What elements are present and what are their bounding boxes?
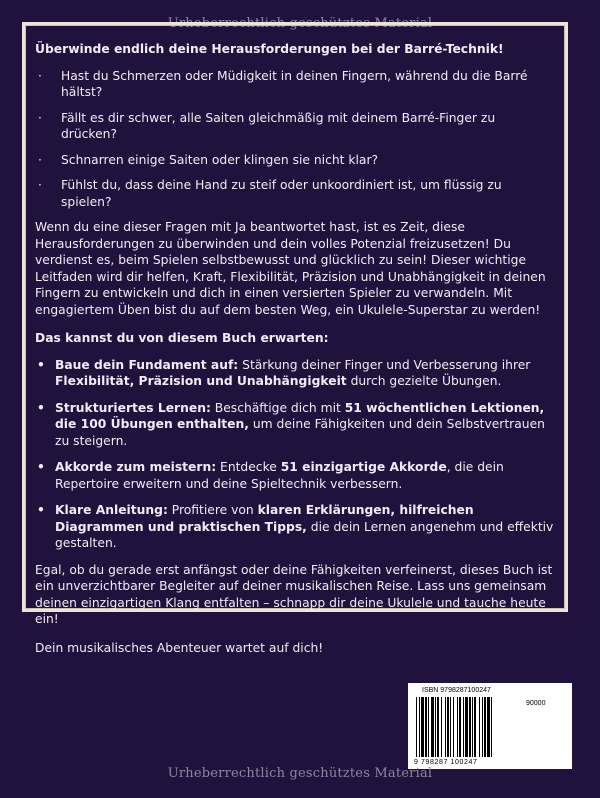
benefit-text: Entdecke [216, 460, 281, 474]
barcode-bar [437, 697, 439, 757]
list-item: · Schnarren einige Saiten oder klingen sie nicht klar? [35, 152, 555, 169]
barcode-bar [441, 697, 442, 757]
barcode-bar [419, 697, 420, 757]
barcode-bar [459, 697, 461, 757]
benefit-text: durch gezielte Übungen. [346, 374, 502, 388]
benefit-emphasis: Flexibilität, Präzision und Unabhängigkeit [55, 374, 347, 388]
list-item: · Hast du Schmerzen oder Müdigkeit in deinen Fingern, während du die Barré hältst? [35, 68, 555, 101]
barcode-bars [416, 697, 522, 757]
barcode-bar [472, 697, 473, 757]
price-code: 90000 [526, 700, 546, 707]
benefit-text: Beschäftige dich mit [210, 400, 345, 415]
closing-paragraph: Egal, ob du gerade erst anfängst oder deine Fähigkeiten verfeinerst, dieses Buch ist ein unverzichtbarer Begleiter auf deiner musikalischen Reise. Lass uns gemeinsam deinen einzigartigen Klang entfalten – schnapp dir deine Ukulele und tauche heute ein! [35, 562, 553, 626]
isbn-label: ISBN 9798287100247 [422, 687, 491, 694]
barcode-bar [457, 697, 458, 757]
intro-paragraph: Wenn du eine dieser Fragen mit Ja beantwortet hast, ist es Zeit, diese Herausforderungen zu überwinden und dein volles Potenzial freizusetzen! Du verdienst es, beim Spielen selbstbewusst und glücklich zu sein! Dieser wichtige Leitfaden wird dir helfen, Kraft, Flexibilität, Präzision und Unabhängigkeit in deinen Fingern zu entwickeln und dich in einen versierten Spieler zu verwandeln. Mit engagiertem Üben bist du auf dem besten Weg, ein Ukulele-Superstar zu werden! [35, 220, 546, 317]
benefit-text: , die dein Repertoire erweitern und deine Spieltechnik verbessern. [55, 460, 504, 491]
barcode-bar [428, 697, 429, 757]
barcode-bar [482, 697, 483, 757]
barcode-bar [465, 697, 468, 757]
benefits-heading: Das kannst du von diesem Buch erwarten: [35, 331, 329, 345]
barcode-bar [487, 697, 490, 757]
barcode-bar [425, 697, 427, 757]
isbn-barcode [408, 683, 572, 769]
list-item: · Fühlst du, dass deine Hand zu steif oder unkoordiniert ist, um flüssig zu spielen? [35, 177, 555, 210]
watermark-bottom: Urheberrechtlich geschütztes Material [167, 766, 433, 781]
barcode-bar [469, 697, 471, 757]
benefit-emphasis: 51 einzigartige Akkorde [280, 460, 447, 474]
benefit-emphasis: klaren Erklärungen, hilfreichen Diagrammen und praktischen Tipps, [55, 503, 474, 534]
benefit-title: Akkorde zum meistern: [55, 460, 217, 474]
closing-line: Dein musikalisches Abenteuer wartet auf dich! [35, 640, 324, 655]
barcode-bar [450, 697, 451, 757]
benefit-text: Profitiere von [167, 503, 258, 517]
benefit-title: Baue dein Fundament auf: [55, 357, 239, 372]
question-list [35, 68, 555, 211]
barcode-bar [453, 697, 454, 757]
barcode-bar [445, 697, 446, 757]
benefit-item [35, 400, 555, 450]
benefit-item [35, 502, 555, 552]
benefit-item [35, 459, 555, 492]
benefit-item [35, 357, 555, 390]
benefit-text: Stärkung deiner Finger und Verbesserung ihrer [238, 357, 531, 372]
barcode-bar [416, 697, 417, 757]
benefit-title: Klare Anleitung: [55, 503, 168, 517]
barcode-bar [479, 697, 480, 757]
benefits-list [35, 357, 555, 552]
barcode-bar [463, 697, 464, 757]
benefit-emphasis: 51 wöchentlichen Lektionen, die 100 Übungen enthalten, [55, 400, 545, 431]
barcode-bar [421, 697, 424, 757]
barcode-bar [484, 697, 486, 757]
benefit-text: um deine Fähigkeiten und dein Selbstvertrauen zu steigern. [55, 417, 545, 448]
list-item: · Fällt es dir schwer, alle Saiten gleichmäßig mit deinem Barré-Finger zu drücken? [35, 110, 555, 143]
barcode-bar [447, 697, 449, 757]
intro-heading: Überwinde endlich deine Herausforderungen bei der Barré-Technik! [35, 42, 504, 56]
benefit-text: die dein Lernen angenehm und effektiv gestalten. [55, 519, 554, 550]
watermark-top: Urheberrechtlich geschütztes Material [167, 16, 433, 31]
description-panel [22, 22, 568, 655]
barcode-bar [491, 697, 492, 757]
barcode-bar [431, 697, 434, 757]
benefit-title: Strukturiertes Lernen: [55, 400, 211, 415]
barcode-digits: 9 798287 100247 [414, 759, 478, 766]
barcode-bar [435, 697, 436, 757]
barcode-bar [474, 697, 476, 757]
